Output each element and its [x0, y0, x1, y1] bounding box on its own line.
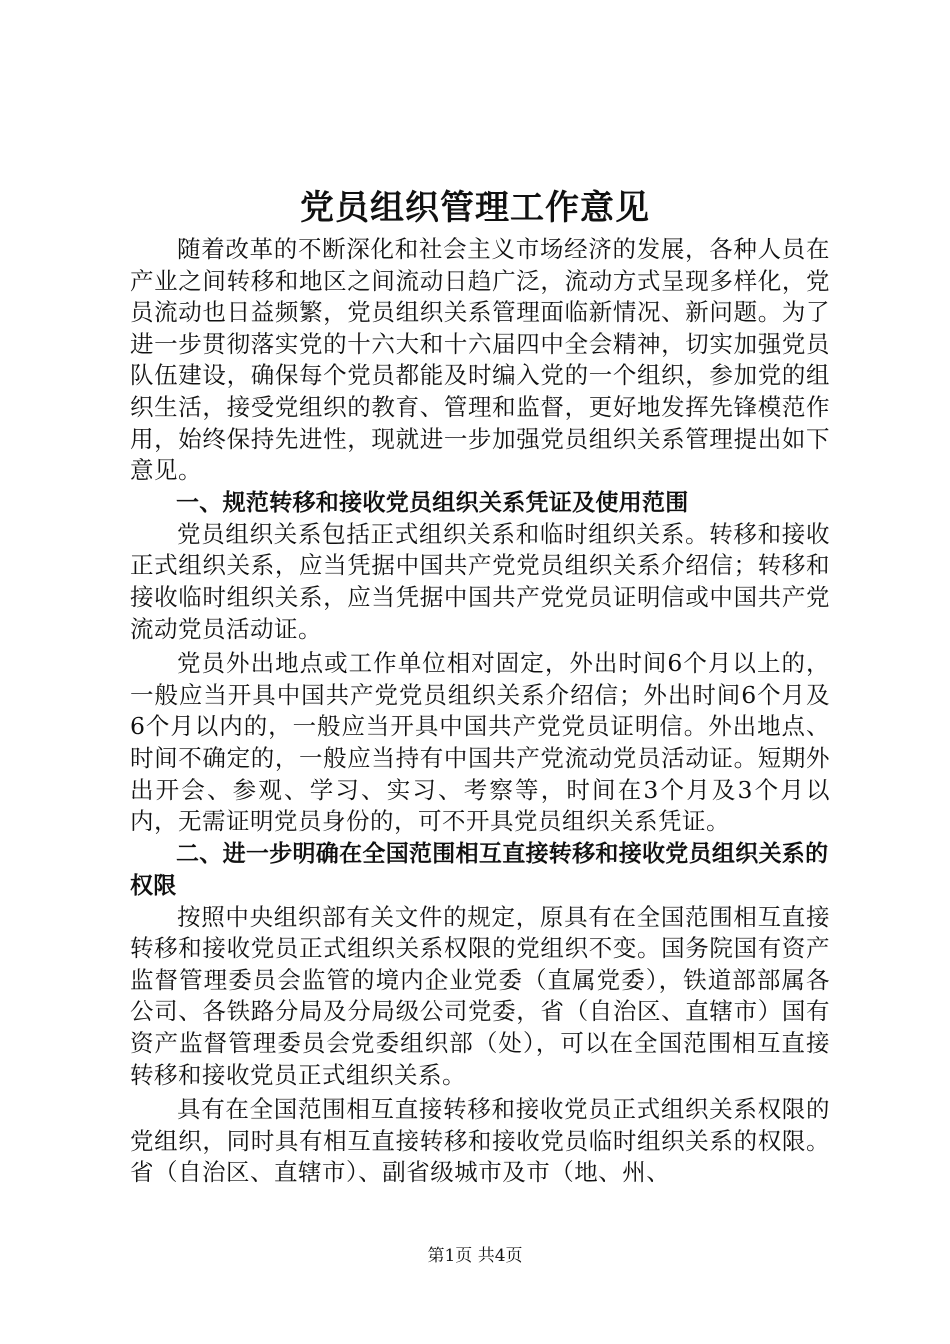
paragraph-4: 具有在全国范围相互直接转移和接收党员正式组织关系权限的党组织，同时具有相互直接转移和接收党员临时组织关系的权限。省（自治区、直辖市）、副省级城市及市（地、州、 — [130, 1095, 830, 1187]
section-heading-2: 二、进一步明确在全国范围相互直接转移和接收党员组织关系的权限 — [130, 840, 829, 899]
document-title: 党员组织管理工作意见 — [300, 188, 650, 228]
paragraph-1: 党员组织关系包括正式组织关系和临时组织关系。转移和接收正式组织关系，应当凭据中国共产党党员组织关系介绍信；转移和接收临时组织关系，应当凭据中国共产党党员证明信或中国共产党流动党员活动证。 — [130, 519, 830, 643]
paragraph-intro: 随着改革的不断深化和社会主义市场经济的发展，各种人员在产业之间转移和地区之间流动日趋广泛，流动方式呈现多样化，党员流动也日益频繁，党员组织关系管理面临新情况、新问题。为了进一步贯彻落实党的十六大和十六届四中全会精神，切实加强党员队伍建设，确保每个党员都能及时编入党的一个组织，参加党的组织生活，接受党组织的教育、管理和监督，更好地发挥先锋模范作用，始终保持先进性，现就进一步加强党员组织关系管理提出如下意见。 — [130, 235, 830, 485]
paragraph-3: 按照中央组织部有关文件的规定，原具有在全国范围相互直接转移和接收党员正式组织关系权限的党组织不变。国务院国有资产监督管理委员会监管的境内企业党委（直属党委），铁道部部属各公司、各铁路分局及分局级公司党委，省（自治区、直辖市）国有资产监督管理委员会党委组织部（处），可以在全国范围相互直接转移和接收党员正式组织关系。 — [130, 902, 830, 1089]
section-heading-1: 一、规范转移和接收党员组织关系凭证及使用范围 — [176, 489, 689, 516]
document-body — [130, 234, 830, 1189]
paragraph-2: 党员外出地点或工作单位相对固定，外出时间6个月以上的，一般应当开具中国共产党党员组织关系介绍信；外出时间6个月及6个月以内的，一般应当开具中国共产党党员证明信。外出地点、时间不确定的，一般应当持有中国共产党流动党员活动证。短期外出开会、参观、学习、实习、考察等，时间在3个月及3个月以内，无需证明党员身份的，可不开具党员组织关系凭证。 — [130, 649, 830, 836]
page-number-footer: 第1页 共4页 — [427, 1246, 523, 1266]
